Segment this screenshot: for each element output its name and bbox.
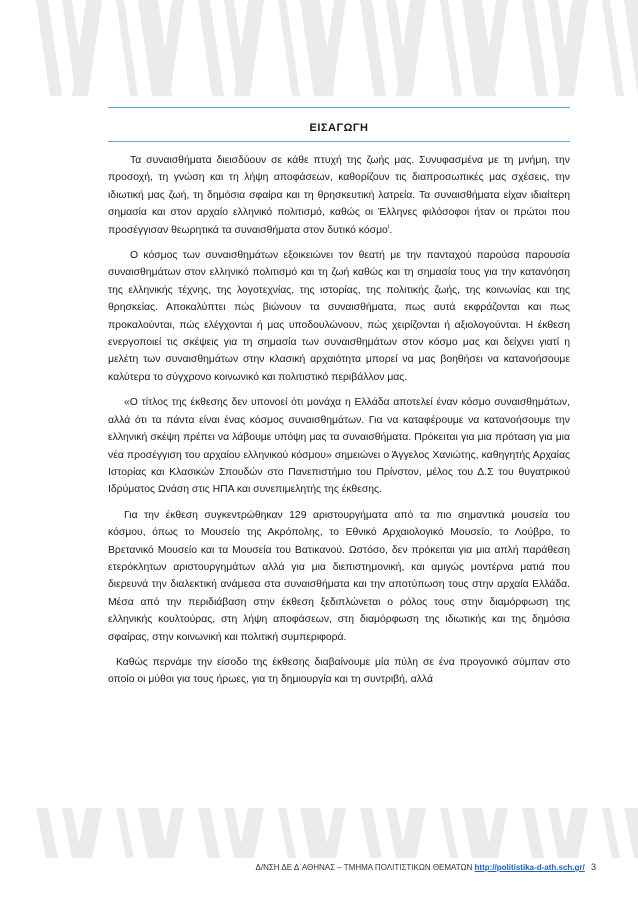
footer-stripe [278,808,296,858]
header-stripe [522,0,548,96]
header-stripe [440,0,462,96]
paragraph-3: «Ο τίτλος της έκθεσης δεν υπονοεί ότι μονάχα η Ελλάδα αποτελεί έναν κόσμο συναισθημάτων, αλλά ότι τα πάντα είναι ένας κόσμος συναισθημάτων. Για να καταφέρουμε να κατανοήσουμε την ελληνική σκέψη πρέπει να λάβουμε υπόψη μας τα συναισθήματα. Πρόκειται για μια πρόταση για μια νέα προσέγγιση του αρχαίου ελληνικού κόσμου» σημειώνει ο Άγγελος Χανιώτης, καθηγητής Αρχαίας Ιστορίας και Κλασικών Σπουδών στο Πανεπιστήμιο του Πρίνστον, μέλος του Δ.Σ του θυγατρικού Ιδρύματος Ωνάση στις ΗΠΑ και συνεπιμελητής της έκθεσης. [108,397,570,496]
footer-label: Δ/ΝΣΗ ΔΕ Δ΄ΑΘΗΝΑΣ – ΤΜΗΜΑ ΠΟΛΙΤΙΣΤΙΚΩΝ ΘΕΜΑΤΩΝ [255,863,473,872]
footer-stripe [562,808,588,858]
footer-stripe [602,808,620,858]
footer-stripe [76,808,102,858]
footer-link[interactable]: http://politistika-d-ath.sch.gr/ [474,863,585,872]
header-stripe [198,0,224,96]
header-stripe [36,0,62,96]
page-number: 3 [590,862,596,872]
paragraph-2: Ο κόσμος των συναισθημάτων εξοικειώνει τον θεατή με την πανταχού παρούσα παρουσία συναισθημάτων στον ελληνικό πολιτισμό και τη ζωή καθώς και τη σημασία τους για την κατανόηση της ελληνικής τέχνης, της λογοτεχνίας, της ιστορίας, της πολιτικής ζωής, της κοινωνίας και της θρησκείας. Αποκαλύπτει πώς βιώνουν τα συναισθήματα, πως αυτά εκφράζονται και πως προκαλούνται, πώς ελέγχονται ή μας υποδουλώνουν, πώς χειρίζονται ή αξιολογούνται. Η έκθεση ενεργοποιεί τις σκέψεις για τη σημασία των συναισθημάτων στον κόσμο μας και δείχνει γιατί η μελέτη των συναισθημάτων στην κλασική αρχαιότητα μπορεί να μας βοηθήσει να κατανοήσουμε καλύτερα το σύγχρονο κοινωνικό και πολιτιστικό περιβάλλον μας. [108,250,570,383]
page-footer [256,862,596,872]
header-stripe [624,0,638,96]
footer-stripe [162,808,184,858]
title-rule [108,141,570,142]
header-stripe [602,0,624,96]
header-stripe [360,0,386,96]
header-stripe [116,0,138,96]
header-decorative-pattern [0,0,638,96]
footer-stripe [624,808,638,858]
paragraph-4: Για την έκθεση συγκεντρώθηκαν 129 αριστουργήματα από τα πιο σημαντικά μουσεία του κόσμου, όπως το Μουσείο της Ακρόπολης, το Εθνικό Αρχαιολογικό Μουσείο, το Λούβρο, το Βρετανικό Μουσείο και τα Μουσεία του Βατικανού. Ωστόσο, δεν πρόκειται για μια απλή παράθεση ετερόκλητων αριστουργημάτων αλλά για μια διεπιστημονική, και αμιγώς μοντέρνα ματιά που διερευνά την διαλεκτική ανάμεσα στα συναισθήματα και την αποτύπωση τους στην αρχαία Ελλάδα. Μέσα από την περιδιάβαση στην έκθεση ξεδιπλώνεται ο ρόλος τους στην διαμόρφωση της ελληνικής κουλτούρας, στη λήψη αποφάσεων, στη διαμόρφωση της ιδιωτικής και της δημόσια σφαίρας, στην κοινωνική και πολιτική συμπεριφορά. [108,509,570,643]
body-text [108,152,570,697]
footer-stripe [522,808,544,858]
footnote-marker[interactable]: i [387,224,390,231]
footer-stripe [36,808,58,858]
top-rule [108,107,570,108]
footer-stripe [198,808,220,858]
paragraph-1: Τα συναισθήματα διεισδύουν σε κάθε πτυχή της ζωής μας. Συνυφασμένα με τη μνήμη, την προσοχή, τη γνώση και τη λήψη αποφάσεων, καθορίζουν τις διαπροσωπικές μας σχέσεις, την ιδιωτική μας ζωή, τη δημόσια σφαίρα και τη θρησκευτική λατρεία. Τα συναισθήματα είχαν ιδιαίτερη σημασία και στον αρχαίο ελληνικό πολιτισμό, καθώς οι Έλληνες φιλόσοφοι ήταν οι πρώτοι που προσέγγισαν θεωρητικά τα συναισθήματα στον δυτικό κόσμο$^i$. [108,155,570,236]
footer-stripe [400,808,426,858]
footer-stripe [360,808,382,858]
header-stripe [278,0,300,96]
footer-stripe [116,808,134,858]
footer-stripe [238,808,264,858]
footer-stripe [440,808,458,858]
footer-stripe [486,808,508,858]
page-title: ΕΙΣΑΓΩΓΗ [309,122,369,134]
footer-decorative-pattern [0,808,638,858]
paragraph-5: Καθώς περνάμε την είσοδο της έκθεσης διαβαίνουμε μία πύλη σε ένα προγονικό σύμπαν στο οποίο οι μύθοι για τους ήρωες, για τη δημιουργία και τη συντριβή, αλλά [108,656,570,686]
footer-stripe [324,808,346,858]
